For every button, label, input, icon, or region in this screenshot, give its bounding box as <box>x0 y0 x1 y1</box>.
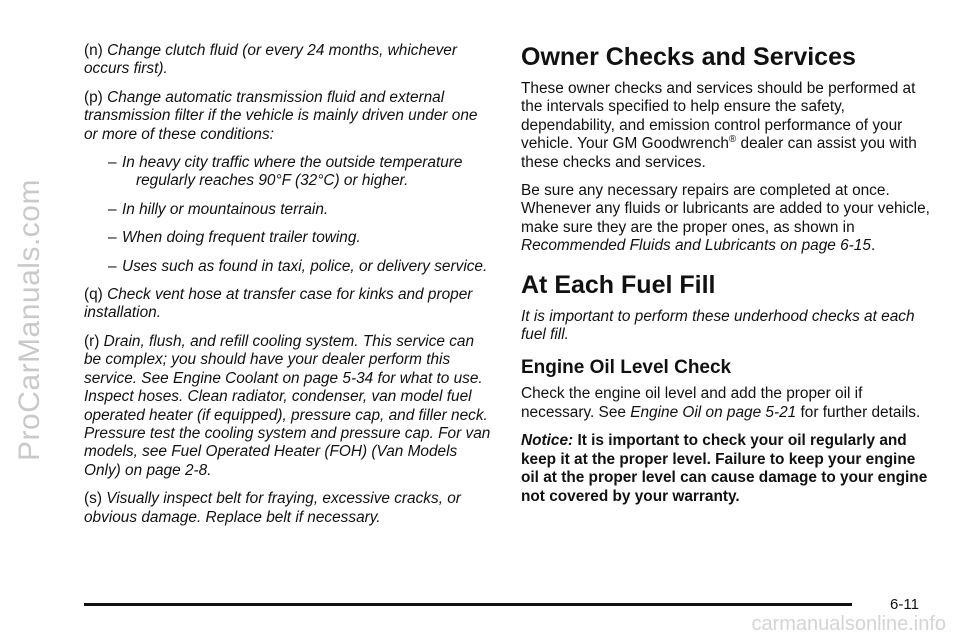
fluids-reference: Recommended Fluids and Lubricants on page 6-15 <box>521 237 871 255</box>
sub-item-text: In heavy city traffic where the outside temperature regularly reaches 90°F (32°C) or higher. <box>122 154 463 190</box>
item-marker: (n) <box>84 42 103 59</box>
sub-list-item: – In heavy city traffic where the outside temperature regularly reaches 90°F (32°C) or higher. <box>108 154 463 190</box>
right-column <box>521 42 931 516</box>
item-text: Visually inspect belt for fraying, excessive cracks, or obvious damage. Replace belt if necessary. <box>84 490 461 526</box>
notice-label: Notice: <box>521 432 574 450</box>
item-text: Drain, flush, and refill cooling system. This service can be complex; you should have your dealer perform this service. See Engine Coolant on page 5-34 for what to use. Inspect hoses. Clean radiator, condenser, van model fuel operated heater (if equipped), pressure cap, and filler neck. Pressure test the cooling system and pressure cap. For van models, see Fuel Operated Heater (FOH) (Van Models Only) on page 2-8. <box>84 332 491 479</box>
subheading-oil-check: Engine Oil Level Check <box>521 357 732 379</box>
list-item <box>84 286 494 323</box>
page-number: 6-11 <box>890 596 919 613</box>
item-marker: (q) <box>84 286 103 304</box>
side-watermark <box>0 0 60 640</box>
repairs-text-end: . <box>870 237 876 255</box>
item-marker: (r) <box>84 332 100 350</box>
item-marker: (p) <box>84 88 103 106</box>
engine-oil-reference: Engine Oil on page 5-21 <box>630 403 797 421</box>
intro-text-end: dealer can assist you with these checks and services. <box>521 135 917 171</box>
list-item <box>84 333 494 480</box>
item-marker: (s) <box>84 490 102 508</box>
oil-paragraph <box>521 385 931 422</box>
item-text: Check vent hose at transfer case for kinks and proper installation. <box>84 286 473 322</box>
sub-item-text: Uses such as found in taxi, police, or delivery service. <box>122 257 488 275</box>
side-watermark-text: ProCarManuals.com <box>13 179 46 461</box>
notice-text: It is important to check your oil regularly and keep it at the proper level. Failure to keep your engine oil at the proper level can cause damage to your engine not covered by your warranty. <box>521 432 928 505</box>
intro-text-start: These owner checks and services should be performed at the intervals specified to help ensure the safety, dependability, and emission control performance of your vehicle. Your GM Goodwrench <box>521 80 916 153</box>
footer-rule <box>84 603 852 606</box>
intro-paragraph <box>521 80 931 172</box>
bottom-watermark: carmanualsonline.info <box>751 613 946 635</box>
repairs-paragraph <box>521 182 931 256</box>
list-item <box>84 89 494 144</box>
sub-list-item: – In hilly or mountainous terrain. <box>108 200 329 218</box>
notice-paragraph <box>521 432 931 506</box>
fuel-fill-intro: It is important to perform these underhood checks at each fuel fill. <box>521 307 915 344</box>
list-item <box>84 490 494 527</box>
list-item <box>84 42 494 79</box>
oil-text-end: for further details. <box>796 403 921 421</box>
item-text: Change clutch fluid (or every 24 months, whichever occurs first). <box>84 42 457 78</box>
sub-list-item: – When doing frequent trailer towing. <box>108 229 361 247</box>
left-column <box>84 42 494 537</box>
section-heading-fuel-fill: At Each Fuel Fill <box>521 270 716 299</box>
sub-item-text: In hilly or mountainous terrain. <box>122 200 329 218</box>
oil-text-start: Check the engine oil level and add the proper oil if necessary. See <box>521 385 863 421</box>
sub-list-item: – Uses such as found in taxi, police, or delivery service. <box>108 257 488 275</box>
registered-mark: ® <box>728 134 737 146</box>
section-heading-owner-checks: Owner Checks and Services <box>521 43 856 71</box>
repairs-text-start: Be sure any necessary repairs are completed at once. Whenever any fluids or lubricants are added to your vehicle, make sure they are the proper ones, as shown in <box>521 182 930 236</box>
item-text: Change automatic transmission fluid and external transmission filter if the vehicle is mainly driven under one or more of these conditions: <box>84 88 478 143</box>
sub-item-text: When doing frequent trailer towing. <box>122 229 361 247</box>
